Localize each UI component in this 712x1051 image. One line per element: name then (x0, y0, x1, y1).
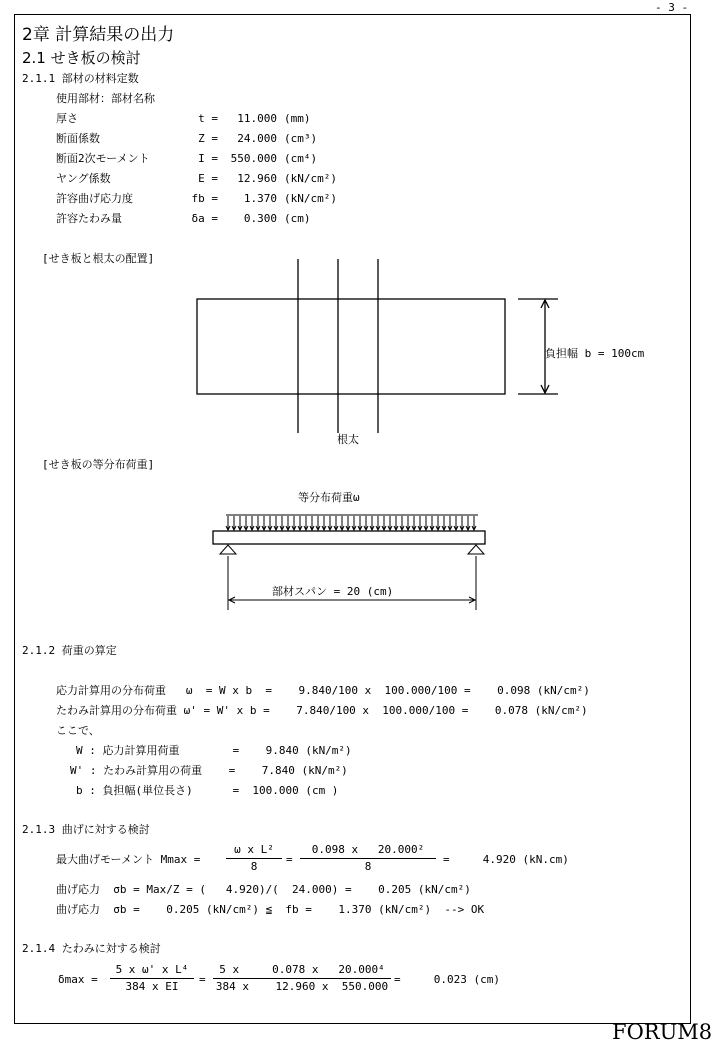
prop-label: 許容曲げ応力度 (56, 192, 133, 205)
prop-value: 550.000 (230, 152, 277, 165)
prop-value: 1.370 (243, 192, 277, 205)
prop-symbol: E = (198, 172, 218, 185)
figure-caption-layout: [せき板と根太の配置] (42, 252, 155, 265)
layout-diagram (197, 259, 558, 433)
fraction-numerator: 5 x 0.078 x 20.000⁴ (219, 963, 385, 976)
form-panel (197, 299, 505, 394)
prop-symbol: Z = (198, 132, 218, 145)
prop-value: 0.300 (243, 212, 277, 225)
prop-unit: (kN/cm²) (284, 172, 337, 185)
fraction-denominator: 8 (364, 860, 372, 873)
span-label: 部材スパン = 20 (cm) (272, 585, 394, 598)
support-left (220, 545, 236, 554)
load-stress-line: 応力計算用の分布荷重 ω = W x b = 9.840/100 x 100.000/100 = 0.098 (kN/cm²) (56, 684, 590, 697)
dmax-result: = 0.023 (cm) (394, 973, 500, 986)
where-text: ここで、 (56, 724, 100, 737)
joist-label: 根太 (337, 433, 359, 446)
bending-stress-calc: 曲げ応力 σb = Max/Z = ( 4.920)/( 24.000) = 0.205 (kN/cm²) (56, 883, 471, 896)
mmax-formula-fraction (226, 843, 282, 874)
page-number: - 3 - (655, 1, 689, 14)
dmax-formula-fraction (110, 963, 194, 994)
dmax-values-fraction (213, 963, 391, 994)
prop-symbol: t = (198, 112, 218, 125)
fraction-bar (226, 858, 282, 859)
dmax-label: δmax = (58, 973, 98, 986)
bending-stress-check: 曲げ応力 σb = 0.205 (kN/cm²) ≦ fb = 1.370 (kN/cm²) --> OK (56, 903, 485, 916)
mmax-values-fraction (300, 843, 436, 874)
prop-symbol: I = (198, 152, 218, 165)
load-deflection-line: たわみ計算用の分布荷重 ω' = W' x b = 7.840/100 x 100.000/100 = 0.078 (kN/cm²) (56, 704, 588, 717)
equals-sign: = (286, 853, 293, 866)
definition-b: b : 負担幅(単位長さ) = 100.000 (cm ) (76, 784, 339, 797)
prop-unit: (cm) (284, 212, 311, 225)
subsection-title-2-1-3: 2.1.3 曲げに対する検討 (22, 823, 150, 836)
equals-sign: = (199, 973, 206, 986)
subsection-title-2-1-4: 2.1.4 たわみに対する検討 (22, 942, 161, 955)
mmax-result: = 4.920 (kN.cm) (443, 853, 569, 866)
load-label: 等分布荷重ω (298, 491, 360, 504)
fraction-bar (213, 978, 391, 979)
support-right (468, 545, 484, 554)
subsection-title-2-1-2: 2.1.2 荷重の算定 (22, 644, 117, 657)
fraction-denominator: 384 x 12.960 x 550.000 (215, 980, 389, 993)
fraction-bar (300, 858, 436, 859)
prop-symbol: fb = (191, 192, 218, 205)
prop-label: 厚さ (56, 112, 78, 125)
prop-value: 24.000 (237, 132, 277, 145)
fraction-denominator: 384 x EI (125, 980, 179, 993)
definition-w-prime: W' : たわみ計算用の荷重 = 7.840 (kN/m²) (70, 764, 348, 777)
width-label: 負担幅 b = 100cm (545, 347, 645, 360)
prop-label: 断面係数 (56, 132, 100, 145)
subsection-title-2-1-1: 2.1.1 部材の材料定数 (22, 72, 139, 85)
fraction-numerator: ω x L² (234, 843, 274, 856)
prop-symbol: δa = (191, 212, 218, 225)
mmax-label: 最大曲げモーメント Mmax = (56, 853, 201, 866)
prop-unit: (mm) (284, 112, 311, 125)
fraction-numerator: 5 x ω' x L⁴ (115, 963, 189, 976)
fraction-bar (110, 978, 194, 979)
chapter-title: 2章 計算結果の出力 (22, 25, 175, 45)
prop-label: 許容たわみ量 (56, 212, 122, 225)
brand-logo: FORUM8 (612, 1020, 712, 1044)
prop-unit: (cm⁴) (284, 152, 318, 165)
figure-caption-load: [せき板の等分布荷重] (42, 458, 155, 471)
definition-w: W : 応力計算用荷重 = 9.840 (kN/m²) (76, 744, 352, 757)
load-arrows (226, 516, 476, 530)
prop-unit: (kN/cm²) (284, 192, 337, 205)
prop-unit: (cm³) (284, 132, 318, 145)
prop-value: 11.000 (237, 112, 277, 125)
prop-value: 12.960 (237, 172, 277, 185)
fraction-numerator: 0.098 x 20.000² (311, 843, 425, 856)
section-title: 2.1 せき板の検討 (22, 49, 141, 67)
prop-label: 断面2次モーメント (56, 152, 150, 165)
member-used: 使用部材：部材名称 (56, 92, 155, 105)
prop-label: ヤング係数 (56, 172, 111, 185)
beam (213, 531, 485, 544)
fraction-denominator: 8 (250, 860, 258, 873)
